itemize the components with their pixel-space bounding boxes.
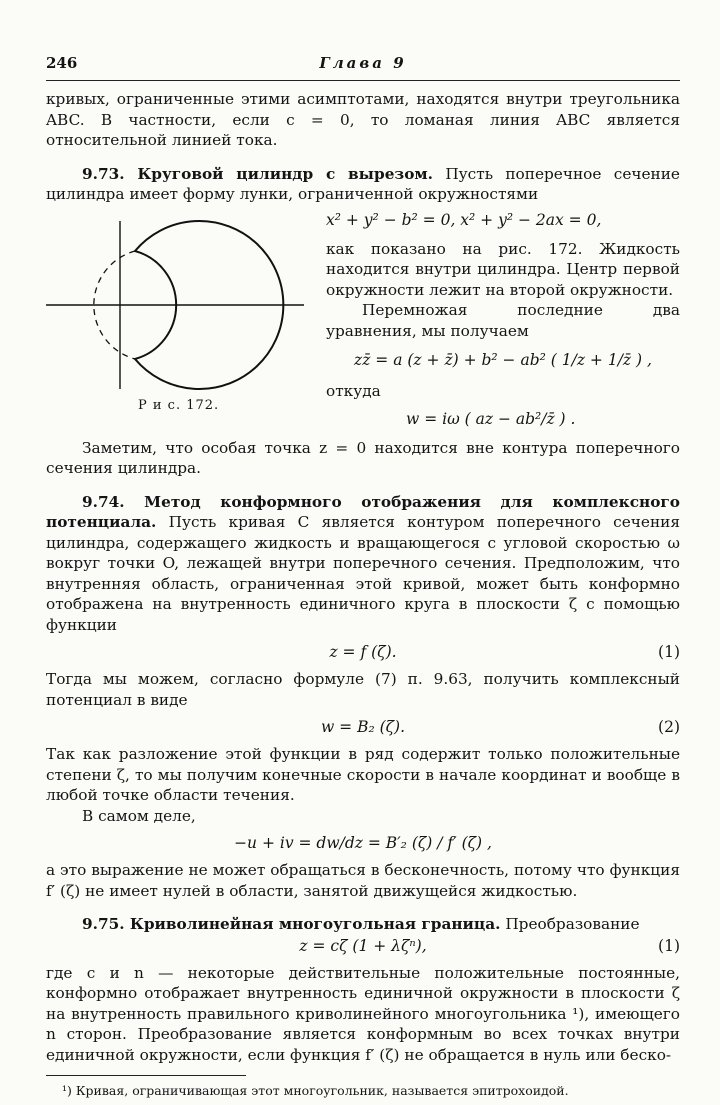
whence-text: откуда bbox=[326, 382, 381, 400]
figure-row bbox=[46, 209, 680, 428]
header-rule bbox=[46, 80, 680, 81]
section-9-74-p3: Так как разложение этой функции в ряд содержит только положительные степени ζ, то мы получим конечные скорости в начале координат и вообще в любой точке области течения. bbox=[46, 745, 680, 804]
figure-172-drawing bbox=[46, 209, 326, 394]
figure-text-2: Перемножая последние два уравнения, мы получаем bbox=[326, 301, 680, 340]
section-9-75-p1: где c и n — некоторые действительные положительные постоянные, конформно отображает внутренность единичной окружности в плоскости ζ на внутренность правильного криволинейного многоугольника ¹), имеющего n сторон. Преобразование является конформным во всех точках внутри единичной окружности, если функция f′ (ζ) не обращается в нуль или беско- bbox=[46, 963, 680, 1064]
section-9-75-lead bbox=[46, 914, 680, 935]
equation-product: zz̄ = a (z + z̄) + b² − ab² ( 1/z + 1/z̄ ) , bbox=[354, 351, 652, 369]
page-header bbox=[46, 54, 680, 76]
equation-w: w = iω ( az − ab²/z̄ ) . bbox=[406, 409, 576, 428]
equation-9-74-2: w = B₂ (ζ). (2) bbox=[320, 718, 680, 736]
equation-circles: x² + y² − b² = 0, x² + y² − 2ax = 0, bbox=[326, 210, 602, 229]
section-9-73-title: 9.73. Круговой цилиндр с вырезом. bbox=[82, 164, 434, 183]
section-9-74-p2: Тогда мы можем, согласно формуле (7) п. 9.63, получить комплексный потенциал в виде bbox=[46, 670, 680, 709]
figure-text-1: как показано на рис. 172. Жидкость находится внутри цилиндра. Центр первой окружности лежит на второй окружности. bbox=[326, 239, 680, 299]
section-9-75-text: Преобразование bbox=[505, 915, 640, 933]
section-9-74-title: 9.74. Метод конформного отображения для комплексного потенциала. bbox=[46, 492, 680, 531]
figure-172 bbox=[46, 209, 326, 428]
section-9-74-text: Пусть кривая C является контуром поперечного сечения цилиндра, содержащего жидкость и вращающегося с угловой скоростью ω вокруг точки O, лежащей внутри поперечного сечения. Предположим, что внутренняя область, ограниченная этой кривой, может быть конформно отображена на внутренность единичного круга в плоскости ζ с помощью функции bbox=[46, 513, 680, 634]
section-9-73-note: Заметим, что особая точка z = 0 находится вне контура поперечного сечения цилиндра. bbox=[46, 438, 680, 477]
section-9-74-p4: В самом деле, bbox=[82, 806, 196, 825]
intro-paragraph: кривых, ограниченные этими асимптотами, находятся внутри треугольника ABC. В частности, если c = 0, то ломаная линия ABC является относительной линией тока. bbox=[46, 90, 680, 149]
section-9-74-lead bbox=[46, 492, 680, 636]
section-9-73-lead bbox=[46, 164, 680, 205]
section-9-75-title: 9.75. Криволинейная многоугольная граница. bbox=[82, 915, 501, 933]
figure-caption: Р и с. 172. bbox=[138, 397, 220, 413]
page-number: 246 bbox=[46, 54, 78, 72]
equation-9-74-1: z = f (ζ). (1) bbox=[329, 643, 680, 661]
equation-9-75-1: z = cζ (1 + λζⁿ), (1) bbox=[299, 936, 680, 955]
section-9-73-text: Пусть поперечное сечение цилиндра имеет форму лунки, ограниченной окружностями bbox=[46, 164, 680, 203]
footnote: ¹) Кривая, ограничивающая этот многоугольник, называется эпитрохоидой. bbox=[62, 1083, 569, 1098]
page bbox=[46, 54, 680, 1099]
figure-side-text bbox=[326, 209, 680, 428]
equation-9-74-3: −u + iv = dw/dz = B′₂ (ζ) / f′ (ζ) , bbox=[234, 834, 492, 852]
chapter-title: Глава 9 bbox=[319, 54, 407, 72]
section-9-74-p5: а это выражение не может обращаться в бесконечность, потому что функция f′ (ζ) не имеет нулей в области, занятой движущейся жидкостью. bbox=[46, 861, 680, 900]
footnote-rule bbox=[46, 1075, 246, 1076]
